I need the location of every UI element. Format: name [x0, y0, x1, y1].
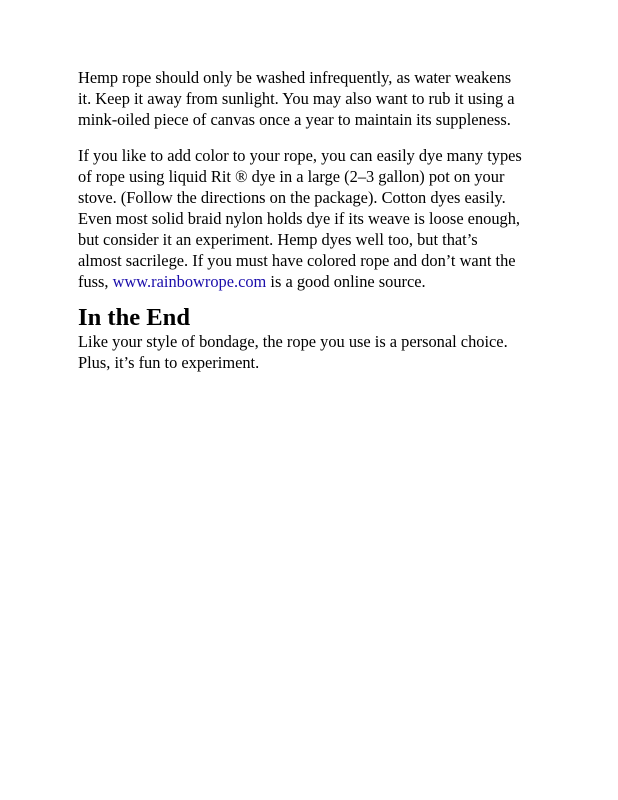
link-suffix-text: is a good online source. [266, 272, 426, 291]
paragraph-line: but consider it an experiment. Hemp dyes well too, but that’s [78, 230, 478, 249]
paragraph-line: Plus, it’s fun to experiment. [78, 353, 260, 372]
paragraph-line: Even most solid braid nylon holds dye if its weave is loose enough, [78, 209, 521, 228]
paragraph-dyeing [78, 145, 548, 292]
paragraph-line: it. Keep it away from sunlight. You may also want to rub it using a [78, 89, 515, 108]
paragraph-line: stove. (Follow the directions on the package). Cotton dyes easily. [78, 188, 506, 207]
paragraph-washing [78, 67, 548, 130]
paragraph-line: of rope using liquid Rit ® dye in a large (2–3 gallon) pot on your [78, 167, 505, 186]
paragraph-line: Hemp rope should only be washed infrequently, as water weakens [78, 68, 512, 87]
link-prefix-text: fuss, [78, 272, 113, 291]
paragraph-line: mink-oiled piece of canvas once a year to maintain its suppleness. [78, 110, 511, 129]
paragraph-line: almost sacrilege. If you must have colored rope and don’t want the [78, 251, 516, 270]
paragraph-line-with-link [78, 271, 548, 292]
section-paragraph [78, 331, 548, 373]
rainbowrope-link[interactable]: www.rainbowrope.com [112, 272, 267, 291]
paragraph-line: Like your style of bondage, the rope you use is a personal choice. [78, 332, 508, 351]
document-body [78, 67, 548, 388]
section-heading: In the End [78, 304, 191, 331]
paragraph-line: If you like to add color to your rope, you can easily dye many types [78, 146, 522, 165]
